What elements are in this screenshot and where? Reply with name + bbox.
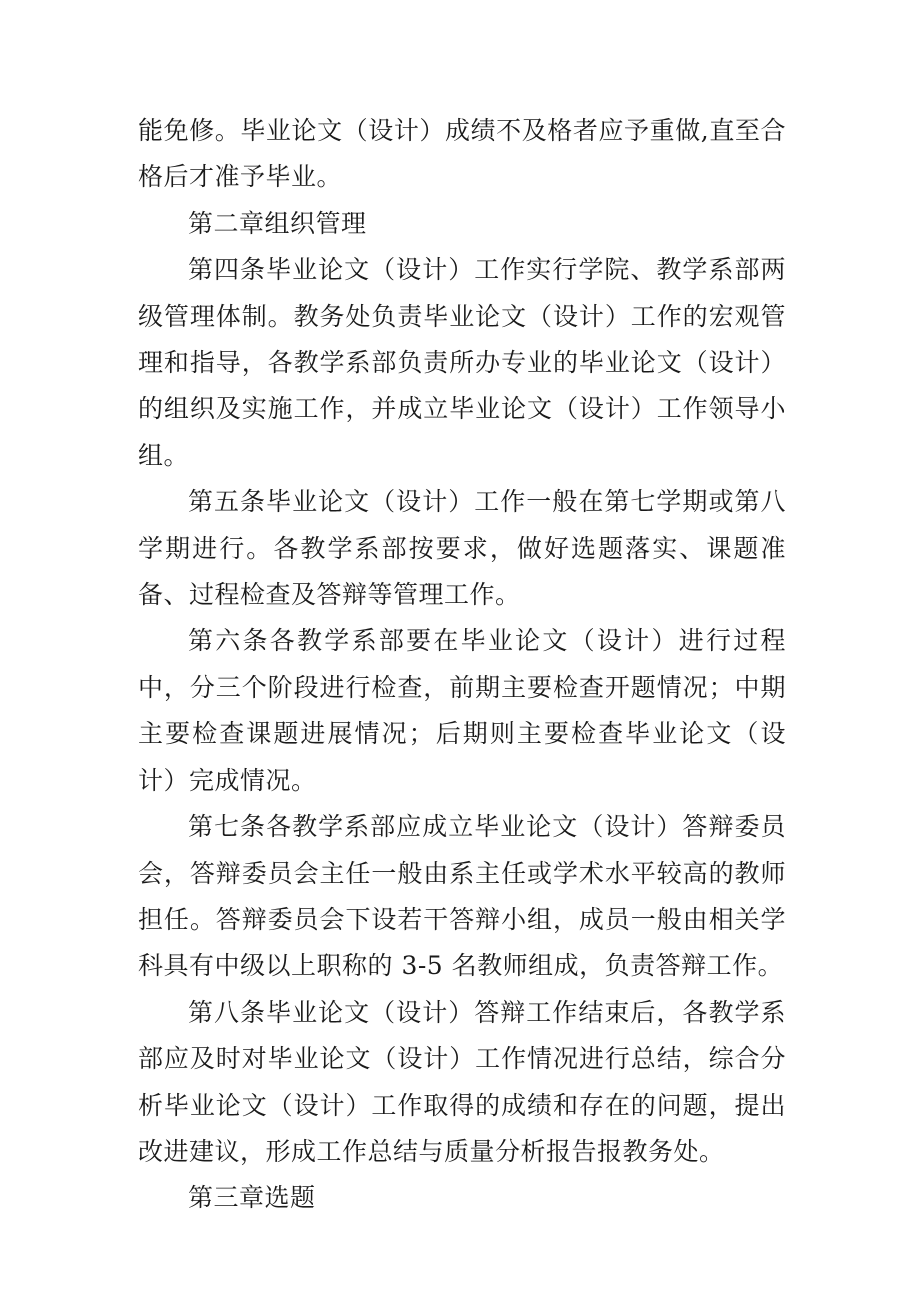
article-6: 第六条各教学系部要在毕业论文（设计）进行过程中，分三个阶段进行检查，前期主要检查开题情况；中期主要检查课题进展情况；后期则主要检查毕业论文（设计）完成情况。: [138, 626, 786, 795]
article-5: 第五条毕业论文（设计）工作一般在第七学期或第八学期进行。各教学系部按要求，做好选题落实、课题准备、过程检查及答辩等管理工作。: [138, 487, 786, 610]
article-4: 第四条毕业论文（设计）工作实行学院、教学系部两级管理体制。教务处负责毕业论文（设计）工作的宏观管理和指导，各教学系部负责所办专业的毕业论文（设计）的组织及实施工作，并成立毕业论文（设计）工作领导小组。: [138, 255, 786, 470]
article-8: 第八条毕业论文（设计）答辩工作结束后，各教学系部应及时对毕业论文（设计）工作情况进行总结，综合分析毕业论文（设计）工作取得的成绩和存在的问题，提出改进建议，形成工作总结与质量分析报告报教务处。: [138, 997, 786, 1166]
document-body: [138, 108, 786, 1222]
paragraph-continuation: 能免修。毕业论文（设计）成绩不及格者应予重做,直至合格后才准予毕业。: [138, 116, 786, 192]
chapter-heading-topic-selection: 第三章选题: [188, 1183, 316, 1213]
chapter-heading-organization: 第二章组织管理: [188, 208, 367, 238]
article-7: 第七条各教学系部应成立毕业论文（设计）答辩委员会，答辩委员会主任一般由系主任或学术水平较高的教师担任。答辩委员会下设若干答辩小组，成员一般由相关学科具有中级以上职称的 3-5 名教师组成，负责答辩工作。: [138, 812, 786, 981]
